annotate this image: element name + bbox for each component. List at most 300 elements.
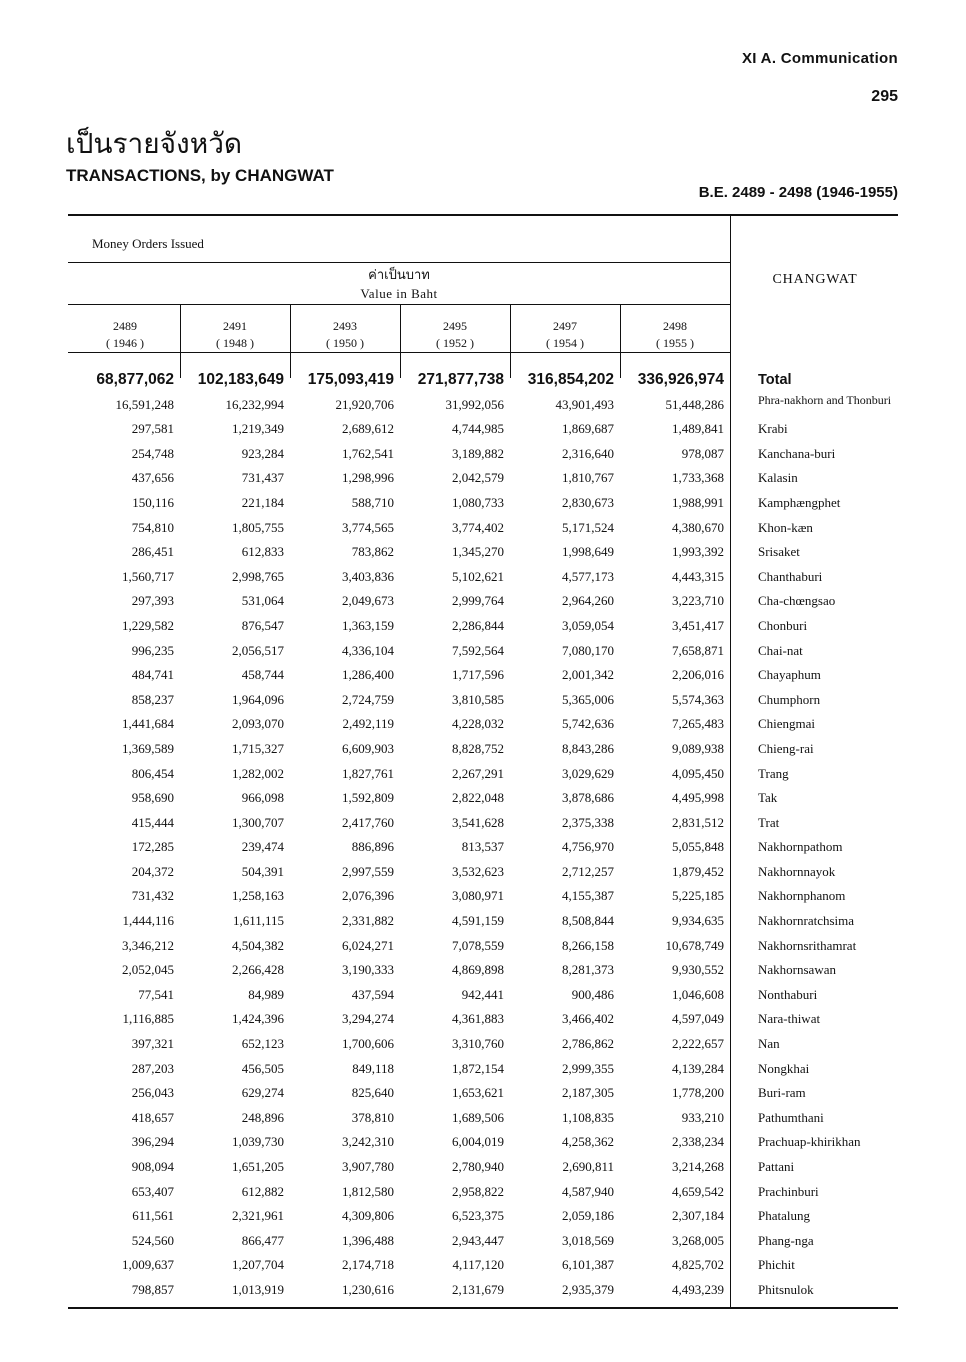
table-top-rule <box>68 214 898 216</box>
table-row <box>68 811 898 836</box>
table-row <box>68 466 898 491</box>
value-cell: 2,307,184 <box>672 1208 724 1224</box>
value-cell: 7,078,559 <box>452 937 504 953</box>
year-ad: ( 1948 ) <box>216 336 254 350</box>
year-header <box>290 318 400 352</box>
value-cell: 2,059,186 <box>562 1208 614 1224</box>
value-cell: 996,235 <box>131 642 174 658</box>
value-cell: 1,080,733 <box>452 494 504 510</box>
value-cell: 8,843,286 <box>562 740 614 756</box>
value-cell: 908,094 <box>131 1159 174 1174</box>
changwat-name: Phatalung <box>758 1208 810 1224</box>
value-cell: 1,653,621 <box>452 1085 504 1101</box>
total-row <box>68 368 898 393</box>
value-cell: 4,577,173 <box>562 568 614 584</box>
changwat-name: Pattani <box>758 1159 795 1174</box>
value-cell: 397,321 <box>131 1036 174 1052</box>
value-cell: 2,321,961 <box>232 1208 284 1224</box>
value-cell: 102,183,649 <box>197 371 284 388</box>
value-cell: 2,331,882 <box>342 913 394 929</box>
value-cell: 798,857 <box>131 1281 174 1297</box>
value-cell: 1,363,159 <box>342 617 394 633</box>
changwat-name: Phichit <box>758 1257 795 1273</box>
value-cell: 1,441,684 <box>122 716 174 732</box>
value-cell: 1,116,885 <box>122 1011 174 1027</box>
value-cell: 886,896 <box>351 839 394 855</box>
value-cell: 3,466,402 <box>562 1011 614 1027</box>
value-cell: 2,943,447 <box>452 1232 504 1248</box>
value-cell: 5,365,006 <box>562 691 614 707</box>
value-cell: 1,762,541 <box>342 445 394 461</box>
value-cell: 254,748 <box>131 445 174 461</box>
value-cell: 484,741 <box>131 667 174 683</box>
changwat-name: Nakhornsrithamrat <box>758 937 857 953</box>
value-cell: 1,988,991 <box>672 494 724 510</box>
value-cell: 9,089,938 <box>672 740 724 756</box>
year-be: 2495 <box>443 319 467 333</box>
value-cell: 1,009,637 <box>122 1257 174 1273</box>
value-cell: 1,229,582 <box>122 617 174 633</box>
value-cell: 3,080,971 <box>452 888 504 904</box>
value-cell: 8,266,158 <box>562 937 614 953</box>
value-cell: 3,774,402 <box>452 519 504 535</box>
table-row <box>68 540 898 565</box>
value-cell: 3,451,417 <box>672 617 724 633</box>
page-number: 295 <box>871 88 898 105</box>
value-cell: 1,964,096 <box>232 691 284 707</box>
value-cell: 876,547 <box>241 617 284 633</box>
value-cell: 6,004,019 <box>452 1134 504 1150</box>
value-cell: 437,594 <box>351 986 394 1002</box>
table-row <box>68 417 898 442</box>
value-cell: 1,733,368 <box>672 470 724 486</box>
section-heading: XI A. Communication <box>742 50 898 67</box>
value-cell: 1,778,200 <box>672 1085 724 1101</box>
changwat-name: Nakhornnayok <box>758 863 836 879</box>
value-cell: 4,139,284 <box>672 1060 724 1076</box>
table-row <box>68 958 898 983</box>
table-row <box>68 860 898 885</box>
value-cell: 2,001,342 <box>562 667 614 683</box>
value-cell: 2,998,765 <box>232 568 284 584</box>
table-row <box>68 1081 898 1106</box>
value-cell: 1,560,717 <box>122 568 174 584</box>
value-cell: 31,992,056 <box>445 396 504 412</box>
value-cell: 958,690 <box>131 790 174 806</box>
value-cell: 175,093,419 <box>307 371 394 388</box>
value-cell: 1,651,205 <box>232 1159 284 1174</box>
changwat-name: Nakhornpathom <box>758 839 843 855</box>
value-cell: 849,118 <box>352 1060 394 1076</box>
value-cell: 6,101,387 <box>562 1257 614 1273</box>
year-ad: ( 1946 ) <box>106 336 144 350</box>
value-cell: 1,592,809 <box>342 790 394 806</box>
changwat-name: Buri-ram <box>758 1085 806 1101</box>
value-cell: 1,300,707 <box>232 814 284 830</box>
table-row <box>68 516 898 541</box>
value-cell: 221,184 <box>241 494 284 510</box>
year-header <box>400 318 510 352</box>
changwat-name: Pathumthani <box>758 1109 824 1125</box>
value-cell: 1,489,841 <box>672 421 724 437</box>
value-cell: 3,059,054 <box>562 617 614 633</box>
changwat-name: Chiengmai <box>758 716 816 732</box>
value-cell: 7,265,483 <box>672 716 724 732</box>
table-row <box>68 393 898 418</box>
value-cell: 204,372 <box>131 863 174 879</box>
changwat-name: Chai-nat <box>758 642 803 658</box>
value-cell: 866,477 <box>241 1232 284 1248</box>
value-cell: 4,495,998 <box>672 790 724 806</box>
changwat-name: Tak <box>758 790 778 806</box>
table-row <box>68 934 898 959</box>
table-row <box>68 737 898 762</box>
value-cell: 2,316,640 <box>562 445 614 461</box>
value-cell: 68,877,062 <box>96 371 174 388</box>
value-cell: 239,474 <box>241 839 284 855</box>
value-cell: 458,744 <box>241 667 284 683</box>
value-cell: 172,285 <box>131 839 174 855</box>
period-label: B.E. 2489 - 2498 (1946-1955) <box>698 184 898 201</box>
table-bottom-rule <box>68 1307 898 1309</box>
value-cell: 612,833 <box>241 544 284 560</box>
value-cell: 5,742,636 <box>562 716 614 732</box>
value-cell: 2,375,338 <box>562 814 614 830</box>
value-cell: 3,190,333 <box>342 962 394 978</box>
value-cell: 1,812,580 <box>342 1183 394 1199</box>
value-cell: 4,095,450 <box>672 765 724 781</box>
changwat-name: Phitsnulok <box>758 1281 814 1297</box>
value-cell: 2,964,260 <box>562 593 614 609</box>
changwat-name: Phra-nakhorn and Thonburi <box>758 392 892 407</box>
changwat-name: Srisaket <box>758 544 800 560</box>
year-be: 2491 <box>223 319 247 333</box>
value-cell: 1,872,154 <box>452 1060 504 1076</box>
table-row <box>68 1057 898 1082</box>
value-cell: 1,444,116 <box>122 913 174 929</box>
value-cell: 2,174,718 <box>342 1257 394 1273</box>
changwat-name: Chonburi <box>758 617 808 633</box>
value-label: Value in Baht <box>360 286 438 301</box>
value-cell: 5,225,185 <box>672 888 724 904</box>
value-cell: 2,935,379 <box>562 1281 614 1297</box>
value-cell: 287,203 <box>131 1060 174 1076</box>
value-cell: 2,999,764 <box>452 593 504 609</box>
value-cell: 1,219,349 <box>232 421 284 437</box>
table-row <box>68 639 898 664</box>
value-cell: 653,407 <box>131 1183 174 1199</box>
changwat-name: Chieng-rai <box>758 740 814 756</box>
value-cell: 629,274 <box>241 1085 284 1101</box>
value-cell: 966,098 <box>241 790 284 806</box>
value-cell: 2,187,305 <box>562 1085 614 1101</box>
value-cell: 1,369,589 <box>122 740 174 756</box>
table-row <box>68 614 898 639</box>
value-cell: 3,294,274 <box>342 1011 394 1027</box>
value-cell: 3,029,629 <box>562 765 614 781</box>
changwat-name: Nakhornphanom <box>758 888 846 904</box>
value-cell: 731,432 <box>131 888 174 904</box>
value-cell: 1,869,687 <box>562 421 614 437</box>
value-cell: 2,286,844 <box>452 617 504 633</box>
value-cell: 1,282,002 <box>232 765 284 781</box>
value-cell: 3,223,710 <box>672 593 724 609</box>
value-cell: 3,403,836 <box>342 568 394 584</box>
value-cell: 1,046,608 <box>672 986 724 1002</box>
value-cell: 1,298,996 <box>342 470 394 486</box>
table-row <box>68 442 898 467</box>
changwat-name: Krabi <box>758 421 788 437</box>
value-cell: 1,108,835 <box>562 1109 614 1125</box>
value-cell: 900,486 <box>571 986 614 1002</box>
value-cell: 4,309,806 <box>342 1208 394 1224</box>
value-cell: 3,268,005 <box>672 1232 724 1248</box>
year-be: 2498 <box>663 319 687 333</box>
value-cell: 4,869,898 <box>452 962 504 978</box>
value-cell: 1,827,761 <box>342 765 394 781</box>
table-row <box>68 1007 898 1032</box>
value-cell: 4,258,362 <box>562 1134 614 1150</box>
value-cell: 2,712,257 <box>562 863 614 879</box>
value-cell: 3,346,212 <box>122 937 174 953</box>
value-cell: 456,505 <box>241 1060 284 1076</box>
value-cell: 806,454 <box>131 765 174 781</box>
value-cell: 612,882 <box>241 1183 284 1199</box>
value-cell: 531,064 <box>241 593 284 609</box>
changwat-name: Nonthaburi <box>758 986 818 1002</box>
value-cell: 5,055,848 <box>672 839 724 855</box>
value-cell: 2,690,811 <box>562 1159 614 1174</box>
value-cell: 2,267,291 <box>452 765 504 781</box>
value-cell: 3,189,882 <box>452 445 504 461</box>
value-cell: 286,451 <box>131 544 174 560</box>
value-cell: 1,810,767 <box>562 470 614 486</box>
changwat-name: Nakhornratchsima <box>758 913 855 929</box>
value-cell: 2,689,612 <box>342 421 394 437</box>
table-row <box>68 1278 898 1303</box>
value-cell: 256,043 <box>131 1085 174 1101</box>
value-cell: 21,920,706 <box>335 396 394 412</box>
value-cell: 3,774,565 <box>342 519 394 535</box>
year-be: 2493 <box>333 319 357 333</box>
value-cell: 437,656 <box>131 470 174 486</box>
value-cell: 77,541 <box>138 986 174 1002</box>
value-cell: 1,286,400 <box>342 667 394 683</box>
value-cell: 2,049,673 <box>342 593 394 609</box>
value-cell: 2,780,940 <box>452 1159 504 1174</box>
value-cell: 4,493,239 <box>672 1281 724 1297</box>
value-cell: 2,206,016 <box>672 667 724 683</box>
page-title: TRANSACTIONS, by CHANGWAT <box>66 166 334 185</box>
value-cell: 8,281,373 <box>562 962 614 978</box>
table-row <box>68 1032 898 1057</box>
value-cell: 4,117,120 <box>452 1257 504 1273</box>
value-cell: 611,561 <box>132 1208 174 1224</box>
value-cell: 731,437 <box>241 470 284 486</box>
value-cell: 1,345,270 <box>452 544 504 560</box>
value-cell: 7,658,871 <box>672 642 724 658</box>
value-cell: 16,232,994 <box>225 396 284 412</box>
value-cell: 4,587,940 <box>562 1183 614 1199</box>
value-cell: 858,237 <box>131 691 174 707</box>
value-cell: 5,171,524 <box>562 519 614 535</box>
value-cell: 813,537 <box>461 839 504 855</box>
value-cell: 1,717,596 <box>452 667 504 683</box>
changwat-name: Prachuap-khirikhan <box>758 1134 861 1150</box>
thai-title: เป็นรายจังหวัด <box>66 127 243 160</box>
value-cell: 1,039,730 <box>232 1134 284 1150</box>
value-cell: 418,657 <box>131 1109 174 1125</box>
header-bottom-rule <box>68 352 730 353</box>
value-cell: 2,338,234 <box>672 1134 724 1150</box>
year-ad: ( 1950 ) <box>326 336 364 350</box>
value-cell: 978,087 <box>681 445 724 461</box>
value-cell: 4,597,049 <box>672 1011 724 1027</box>
value-cell: 588,710 <box>351 494 394 510</box>
changwat-name: Chanthaburi <box>758 568 823 584</box>
value-cell: 3,532,623 <box>452 863 504 879</box>
changwat-name: Trang <box>758 765 789 781</box>
value-cell: 652,123 <box>241 1036 284 1052</box>
table-row <box>68 1204 898 1229</box>
group-label: Money Orders Issued <box>92 236 204 251</box>
value-cell: 3,541,628 <box>452 814 504 830</box>
value-cell: 1,700,606 <box>342 1036 394 1052</box>
value-cell: 3,214,268 <box>672 1159 724 1174</box>
table-row <box>68 1130 898 1155</box>
value-cell: 84,989 <box>248 986 284 1002</box>
value-cell: 2,052,045 <box>122 962 174 978</box>
value-cell: 1,230,616 <box>342 1281 394 1297</box>
changwat-name: Nara-thiwat <box>758 1011 821 1027</box>
table-row <box>68 1106 898 1131</box>
value-cell: 1,013,919 <box>232 1281 284 1297</box>
value-cell: 2,999,355 <box>562 1060 614 1076</box>
value-cell: 297,393 <box>131 593 174 609</box>
table-row <box>68 688 898 713</box>
value-cell: 16,591,248 <box>115 396 174 412</box>
value-cell: 396,294 <box>131 1134 174 1150</box>
changwat-name: Total <box>758 372 792 388</box>
value-cell: 2,997,559 <box>342 863 394 879</box>
table-row <box>68 663 898 688</box>
changwat-name: Kamphængphet <box>758 494 841 510</box>
table-row <box>68 1155 898 1180</box>
value-cell: 923,284 <box>241 445 284 461</box>
year-ad: ( 1952 ) <box>436 336 474 350</box>
value-cell: 1,396,488 <box>342 1232 394 1248</box>
value-cell: 2,417,760 <box>342 814 394 830</box>
value-cell: 3,878,686 <box>562 790 614 806</box>
year-be: 2489 <box>113 319 137 333</box>
changwat-name: Cha-chœngsao <box>758 593 836 609</box>
value-cell: 2,131,679 <box>452 1281 504 1297</box>
table-row <box>68 491 898 516</box>
value-cell: 2,830,673 <box>562 494 614 510</box>
value-cell: 336,926,974 <box>637 371 724 388</box>
changwat-name: Nongkhai <box>758 1060 810 1076</box>
value-cell: 51,448,286 <box>665 396 724 412</box>
value-cell: 150,116 <box>132 494 174 510</box>
value-cell: 4,659,542 <box>672 1183 724 1199</box>
value-cell: 10,678,749 <box>665 937 724 953</box>
changwat-name: Kalasin <box>758 470 798 486</box>
table-row <box>68 835 898 860</box>
changwat-name: Chayaphum <box>758 667 821 683</box>
value-cell: 6,024,271 <box>342 937 394 953</box>
value-cell: 4,443,315 <box>672 568 724 584</box>
changwat-name: Kanchana-buri <box>758 445 836 461</box>
value-cell: 3,810,585 <box>452 691 504 707</box>
changwat-name: Chumphorn <box>758 691 821 707</box>
year-ad: ( 1954 ) <box>546 336 584 350</box>
data-table <box>68 214 898 1310</box>
value-cell: 1,424,396 <box>232 1011 284 1027</box>
value-cell: 2,786,862 <box>562 1036 614 1052</box>
value-cell: 7,592,564 <box>452 642 504 658</box>
value-cell: 1,715,327 <box>232 740 284 756</box>
changwat-name: Phang-nga <box>758 1232 814 1248</box>
table-row <box>68 1229 898 1254</box>
changwat-name: Nakhornsawan <box>758 962 836 978</box>
value-cell: 2,222,657 <box>672 1036 724 1052</box>
table-row <box>68 712 898 737</box>
year-ad: ( 1955 ) <box>656 336 694 350</box>
value-cell: 2,724,759 <box>342 691 394 707</box>
value-cell: 4,756,970 <box>562 839 614 855</box>
changwat-name: Prachinburi <box>758 1183 819 1199</box>
changwat-name: Khon-kæn <box>758 519 813 535</box>
value-cell: 4,825,702 <box>672 1257 724 1273</box>
value-cell: 8,508,844 <box>562 913 614 929</box>
value-cell: 2,958,822 <box>452 1183 504 1199</box>
value-cell: 316,854,202 <box>527 371 614 388</box>
value-cell: 3,310,760 <box>452 1036 504 1052</box>
table-body <box>68 368 898 1303</box>
value-cell: 2,056,517 <box>232 642 284 658</box>
year-header <box>70 318 180 352</box>
value-label-thai: ค่าเป็นบาท <box>368 268 430 283</box>
value-cell: 754,810 <box>131 519 174 535</box>
value-cell: 1,207,704 <box>232 1257 284 1273</box>
value-cell: 4,504,382 <box>232 937 284 953</box>
table-row <box>68 589 898 614</box>
value-cell: 4,591,159 <box>452 913 504 929</box>
value-cell: 9,934,635 <box>672 913 724 929</box>
table-row <box>68 786 898 811</box>
changwat-name: Nan <box>758 1036 780 1052</box>
table-row <box>68 762 898 787</box>
value-cell: 1,879,452 <box>672 863 724 879</box>
value-cell: 248,896 <box>241 1109 284 1125</box>
table-row <box>68 884 898 909</box>
year-header <box>510 318 620 352</box>
value-cell: 933,210 <box>681 1109 724 1125</box>
year-header <box>180 318 290 352</box>
value-cell: 4,155,387 <box>562 888 614 904</box>
value-cell: 415,444 <box>131 814 174 830</box>
value-cell: 2,076,396 <box>342 888 394 904</box>
value-cell: 4,361,883 <box>452 1011 504 1027</box>
value-cell: 8,828,752 <box>452 740 504 756</box>
value-cell: 1,805,755 <box>232 519 284 535</box>
value-cell: 271,877,738 <box>417 371 504 388</box>
value-cell: 2,822,048 <box>452 790 504 806</box>
value-cell: 2,492,119 <box>342 716 394 732</box>
value-cell: 1,998,649 <box>562 544 614 560</box>
table-row <box>68 1253 898 1278</box>
value-cell: 1,689,506 <box>452 1109 504 1125</box>
